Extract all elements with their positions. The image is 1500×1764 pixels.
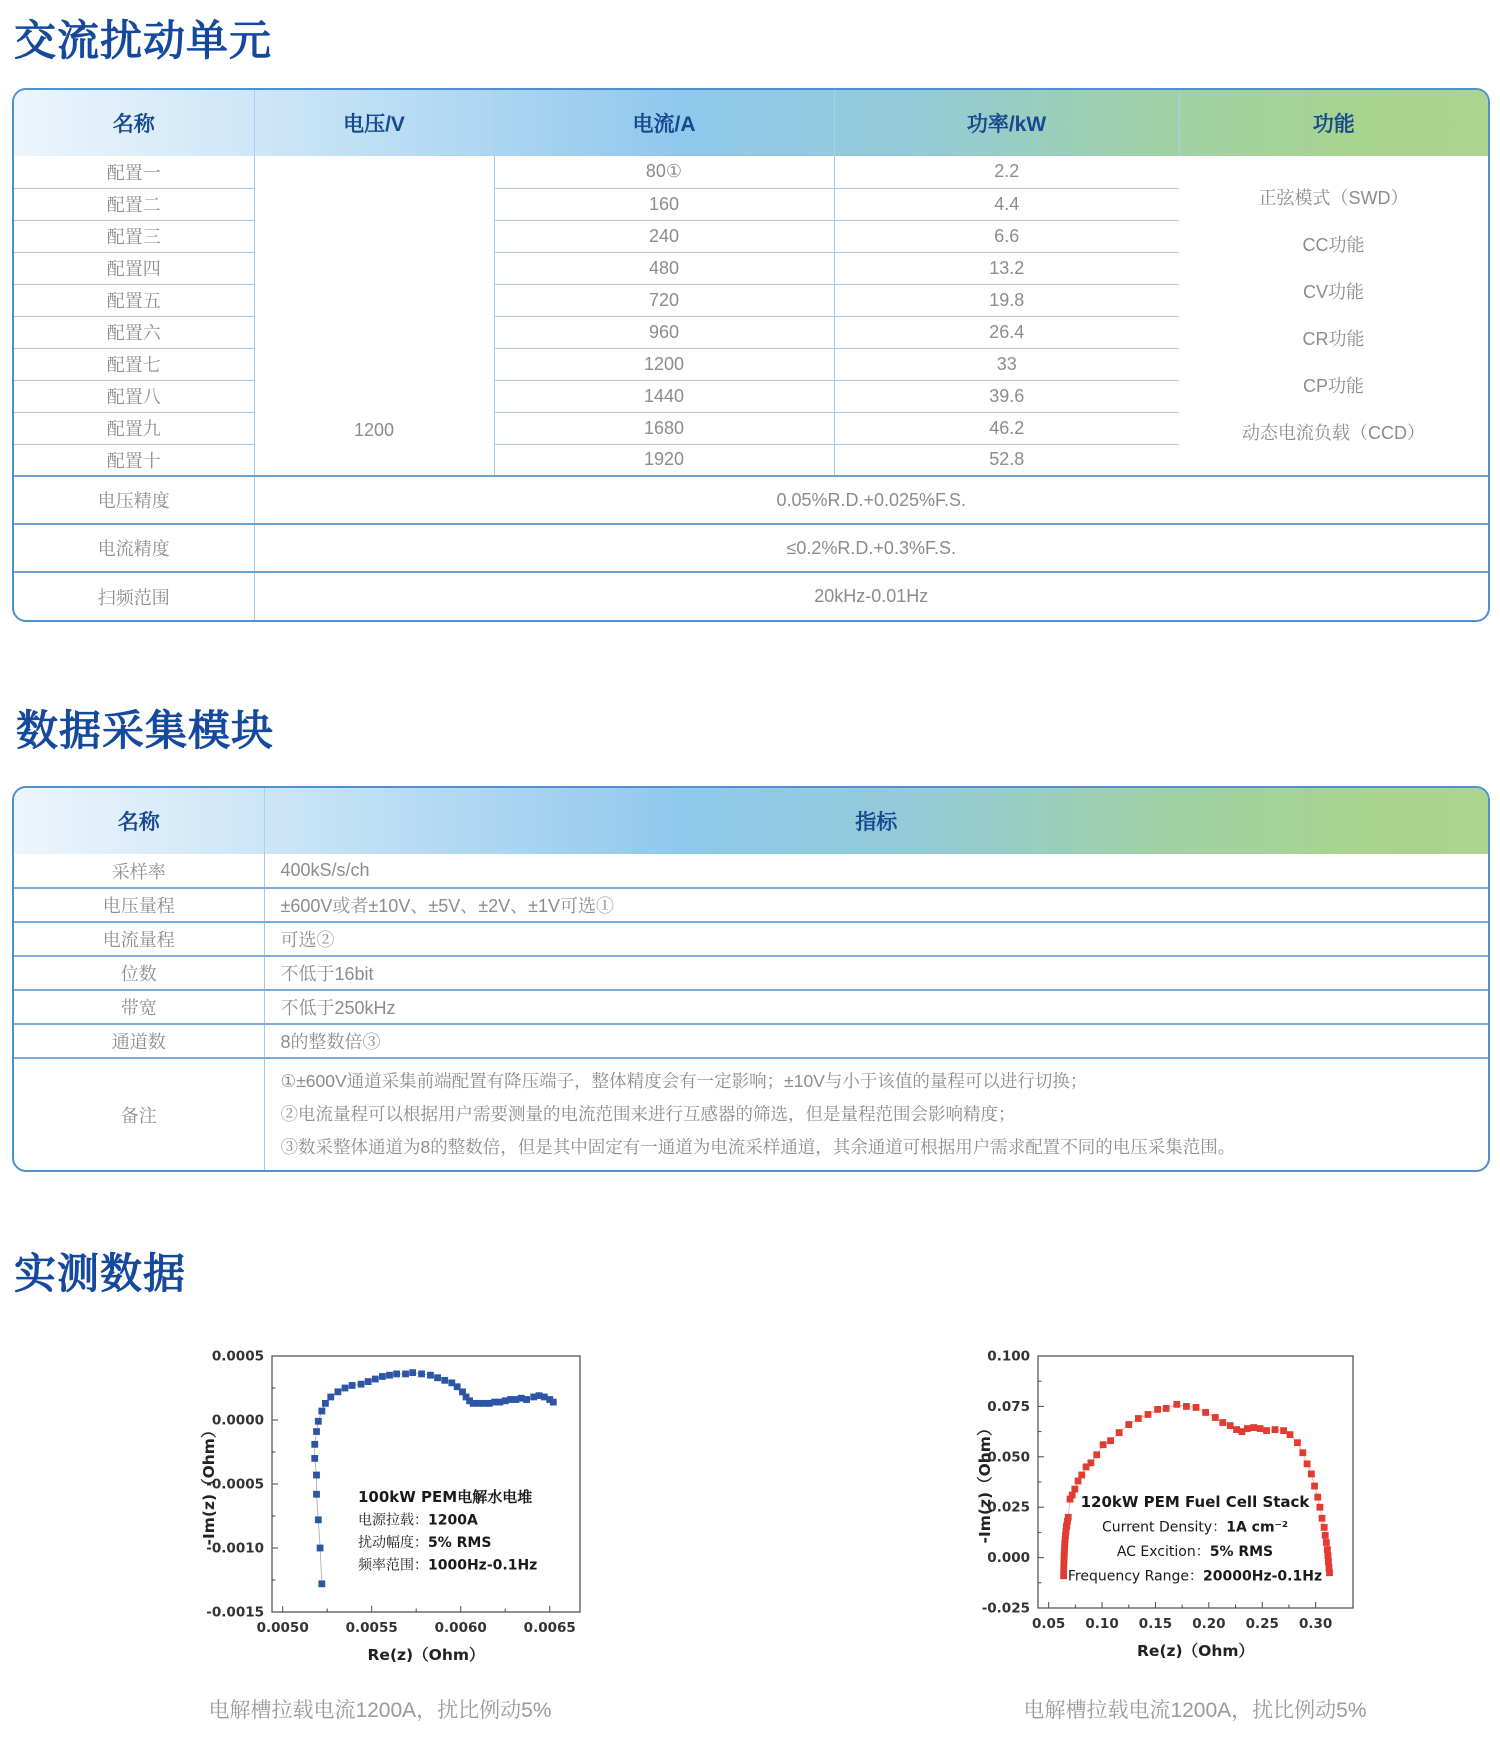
data-point [441,1377,448,1384]
data-point [318,1580,325,1587]
config-name: 配置九 [14,412,254,444]
data-point [1299,1449,1306,1456]
data-point [427,1372,434,1379]
x-tick-label: 0.25 [1245,1616,1279,1632]
data-point [342,1385,349,1392]
data-point [1314,1494,1321,1501]
ac-unit-spec-table [12,88,1490,622]
config-name: 配置四 [14,252,254,284]
data-point [386,1372,393,1379]
current-value: 80① [494,156,834,188]
data-point [1202,1409,1209,1416]
data-point [311,1441,318,1448]
chart-caption-left: 电解槽拉载电流1200A，扰比例动5% [208,1699,552,1722]
power-value: 39.6 [834,380,1179,412]
section-title-measured-data: 实测数据 [14,1250,187,1297]
data-point [313,1428,320,1435]
data-point [322,1400,329,1407]
col-header-voltage: 电压/V [254,90,494,156]
section-title-ac-disturbance-unit: 交流扰动单元 [14,17,273,64]
data-point [393,1371,400,1378]
data-point [1324,1546,1331,1553]
voltage-merged-cell: 1200 [254,156,494,476]
y-tick-label: 0.0005 [211,1348,264,1365]
daq-row-name: 电压量程 [14,888,264,922]
power-value: 19.8 [834,284,1179,316]
data-point [1316,1504,1323,1511]
config-name: 配置六 [14,316,254,348]
config-name: 配置五 [14,284,254,316]
data-point [1325,1552,1332,1559]
power-value: 6.6 [834,220,1179,252]
data-point [318,1408,325,1415]
config-name: 配置十 [14,444,254,476]
daq-row-name: 位数 [14,956,264,990]
table-header-row [14,788,1488,854]
table-row [14,572,1488,620]
function-item: CR功能 [1302,329,1365,349]
daq-row-value: 不低于16bit [264,956,1488,990]
power-value: 52.8 [834,444,1179,476]
data-point [1116,1429,1123,1436]
data-point [1272,1426,1279,1433]
data-point [313,1491,320,1498]
y-tick-label: -0.0005 [206,1476,264,1493]
data-point [1087,1459,1094,1466]
data-point [1257,1425,1264,1432]
remark-label: 备注 [14,1058,264,1170]
data-point [1193,1404,1200,1411]
data-point [327,1394,334,1401]
data-point [1065,1514,1072,1521]
y-tick-label: 0.100 [987,1348,1030,1365]
current-value: 240 [494,220,834,252]
chart-caption-right: 电解槽拉载电流1200A，扰比例动5% [1023,1699,1367,1722]
data-point [1219,1419,1226,1426]
col-header-name: 名称 [112,113,155,136]
y-tick-label: 0.050 [987,1449,1030,1466]
spec-name: 扫频范围 [14,572,254,620]
data-point [358,1381,365,1388]
table-row [14,1024,1488,1058]
data-point [1075,1478,1082,1485]
data-point [317,1545,324,1552]
data-point [1280,1427,1287,1434]
annotation-line: Current Density：1A cm⁻² [1101,1519,1289,1536]
data-point [1060,1572,1067,1579]
daq-row-value: 不低于250kHz [264,990,1488,1024]
y-tick-label: -0.0015 [206,1604,264,1621]
remark-line: ③数采整体通道为8的整数倍，但是其中固定有一通道为电流采样通道，其余通道可根据用户需求配置不同的电压采集范围。 [280,1137,1236,1157]
daq-row-name: 采样率 [14,854,264,888]
x-tick-label: 0.0065 [523,1620,576,1636]
annotation-line: Frequency Range：20000Hz-0.1Hz [1067,1568,1323,1585]
spec-value: 20kHz-0.01Hz [254,572,1488,620]
section-title-daq-module: 数据采集模块 [16,707,275,754]
spec-value: 0.05%R.D.+0.025%F.S. [254,476,1488,524]
x-axis-label: Re(z)（Ohm） [367,1646,485,1664]
x-tick-label: 0.20 [1192,1616,1226,1632]
table-row [14,990,1488,1024]
power-value: 33 [834,348,1179,380]
data-point [1093,1451,1100,1458]
daq-row-name: 通道数 [14,1024,264,1058]
col-header-current: 电流/A [494,90,834,156]
data-point [349,1382,356,1389]
table-row [14,956,1488,990]
data-point [1287,1431,1294,1438]
table-row [14,854,1488,888]
current-value: 160 [494,188,834,220]
data-point [523,1396,530,1403]
data-point [1163,1405,1170,1412]
daq-table [14,788,1488,1170]
current-value: 720 [494,284,834,316]
remark-line: ②电流量程可以根据用户需要测量的电流范围来进行互感器的筛选，但是量程范围会影响精度； [280,1104,1016,1124]
col-header-power: 功率/kW [834,90,1179,156]
data-point [313,1472,320,1479]
annotation-line: 电源拉载：1200A [358,1512,478,1529]
data-point [379,1373,386,1380]
annotation-line: AC Excition：5% RMS [1116,1544,1274,1560]
function-list [1179,188,1488,443]
data-point [1173,1401,1180,1408]
x-tick-label: 0.05 [1032,1616,1066,1632]
data-point [1263,1427,1270,1434]
data-point [365,1378,372,1385]
data-point [1250,1424,1257,1431]
data-point [1107,1437,1114,1444]
data-point [311,1455,318,1462]
table-row [14,922,1488,956]
data-point [1325,1558,1332,1565]
y-tick-label: 0.000 [987,1550,1030,1567]
data-point [1322,1532,1329,1539]
table-header-row [14,90,1488,156]
data-point [1078,1472,1085,1479]
function-item: 动态电流负载（CCD） [1242,423,1425,443]
function-merged-cell [1179,156,1488,476]
data-point [1308,1471,1315,1478]
col-header-function: 功能 [1179,90,1488,156]
config-name: 配置八 [14,380,254,412]
data-point [372,1376,379,1383]
data-point [1071,1486,1078,1493]
daq-row-value: 400kS/s/ch [264,854,1488,888]
current-value: 1920 [494,444,834,476]
current-value: 1440 [494,380,834,412]
data-point [1244,1425,1251,1432]
data-point [1227,1422,1234,1429]
current-value: 960 [494,316,834,348]
data-point [1060,1566,1067,1573]
data-point [1145,1411,1152,1418]
config-name: 配置七 [14,348,254,380]
data-point [315,1418,322,1425]
spec-name: 电压精度 [14,476,254,524]
data-point [1326,1569,1333,1576]
x-tick-label: 0.0060 [434,1620,487,1636]
data-point [1212,1414,1219,1421]
y-axis-label: -Im(z)（Ohm） [200,1422,218,1546]
config-name: 配置二 [14,188,254,220]
daq-row-value: ±600V或者±10V、±5V、±2V、±1V可选① [264,888,1488,922]
x-tick-label: 0.0055 [345,1620,398,1636]
annotation-line: 扰动幅度：5% RMS [358,1535,492,1551]
power-value: 46.2 [834,412,1179,444]
data-point [315,1516,322,1523]
data-point [1321,1524,1328,1531]
data-point [1100,1441,1107,1448]
remark-lines [265,1059,1489,1170]
nyquist-chart-fuel-cell [950,1330,1390,1680]
nyquist-chart-electrolyzer [180,1330,620,1680]
config-name: 配置一 [14,156,254,188]
data-point [1135,1415,1142,1422]
y-tick-label: 0.025 [987,1499,1030,1516]
data-point [1069,1492,1076,1499]
x-tick-label: 0.0050 [256,1620,309,1636]
spec-name: 电流精度 [14,524,254,572]
table-row [14,156,1488,188]
data-point [418,1371,425,1378]
data-point [409,1369,416,1376]
data-point [334,1388,341,1395]
daq-row-name: 带宽 [14,990,264,1024]
ac-unit-table [14,90,1488,620]
table-row [14,1058,1488,1170]
power-value: 13.2 [834,252,1179,284]
data-point [1125,1421,1132,1428]
x-tick-label: 0.15 [1138,1616,1173,1632]
col-header-index: 指标 [264,788,1488,854]
annotation-line: 频率范围：1000Hz-0.1Hz [358,1557,538,1574]
daq-row-value: 可选② [264,922,1488,956]
function-item: CC功能 [1302,235,1365,255]
annotation-line: 120kW PEM Fuel Cell Stack [1080,1493,1310,1511]
power-value: 2.2 [834,156,1179,188]
power-value: 26.4 [834,316,1179,348]
x-axis-label: Re(z)（Ohm） [1137,1642,1254,1660]
col-header-name: 名称 [117,811,160,834]
daq-spec-table [12,786,1490,1172]
daq-row-value: 8的整数倍③ [264,1024,1488,1058]
y-axis-label: -Im(z)（Ohm） [976,1420,994,1544]
table-row [14,476,1488,524]
y-tick-label: -0.0010 [206,1540,264,1557]
data-point [1319,1515,1326,1522]
data-point [1183,1403,1190,1410]
data-point [550,1399,557,1406]
table-row [14,524,1488,572]
power-value: 4.4 [834,188,1179,220]
data-point [1323,1539,1330,1546]
data-point [1294,1439,1301,1446]
function-item: CV功能 [1302,282,1364,302]
function-item: CP功能 [1302,376,1364,396]
y-tick-label: 0.0000 [211,1412,264,1429]
config-name: 配置三 [14,220,254,252]
current-value: 480 [494,252,834,284]
y-tick-label: 0.075 [987,1398,1030,1415]
data-line [315,1373,554,1584]
current-value: 1200 [494,348,834,380]
data-point [1154,1406,1161,1413]
y-tick-label: -0.025 [981,1600,1030,1617]
remark-line: ①±600V通道采集前端配置有降压端子，整体精度会有一定影响；±10V与小于该值的量程可以进行切换； [280,1071,1088,1091]
data-point [402,1371,409,1378]
x-tick-label: 0.10 [1085,1616,1119,1632]
data-point [1311,1483,1318,1490]
function-item: 正弦模式（SWD） [1258,188,1409,208]
current-value: 1680 [494,412,834,444]
annotation-line: 100kW PEM电解水电堆 [358,1488,533,1506]
data-point [1304,1460,1311,1467]
data-point [434,1374,441,1381]
x-tick-label: 0.30 [1298,1616,1333,1632]
spec-value: ≤0.2%R.D.+0.3%F.S. [254,524,1488,572]
table-row [14,888,1488,922]
daq-row-name: 电流量程 [14,922,264,956]
